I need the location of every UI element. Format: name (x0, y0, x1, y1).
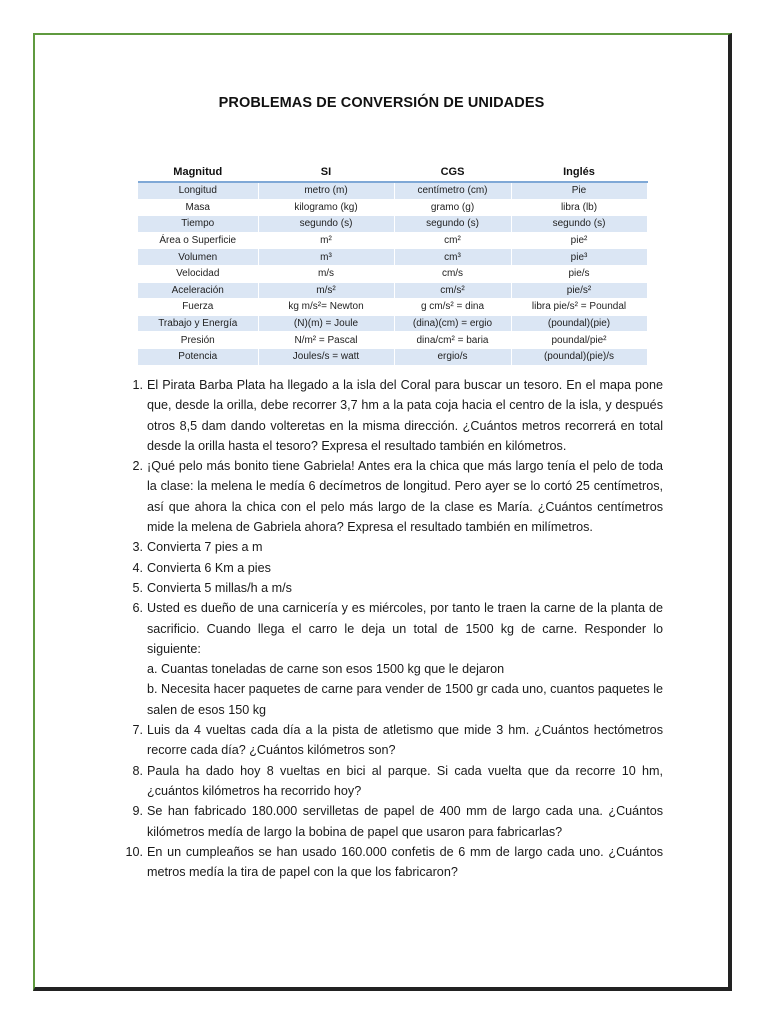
table-cell: m/s (258, 265, 394, 282)
problem-number: 2. (132, 459, 143, 474)
table-row (138, 182, 647, 199)
table-cell: Joules/s = watt (258, 348, 394, 365)
table-cell: (N)(m) = Joule (258, 315, 394, 332)
problem-number: 6. (132, 601, 143, 616)
header-cgs: CGS (394, 164, 511, 182)
table-cell: kg m/s²= Newton (258, 299, 394, 316)
table-cell: pie³ (511, 249, 647, 266)
table-row (138, 216, 647, 233)
problem-item (123, 720, 663, 761)
problem-item (123, 761, 663, 802)
table-cell: Aceleración (138, 282, 258, 299)
problem-number: 10. (125, 844, 143, 859)
table-cell: libra pie/s² = Poundal (511, 299, 647, 316)
table-cell: cm² (394, 232, 511, 249)
table-cell: Velocidad (138, 265, 258, 282)
header-si: SI (258, 164, 394, 182)
table-cell: Presión (138, 332, 258, 349)
problem-number: 4. (132, 560, 143, 575)
table-cell: Masa (138, 199, 258, 216)
table-row (138, 265, 647, 282)
table-cell: kilogramo (kg) (258, 199, 394, 216)
problem-text: Luis da 4 vueltas cada día a la pista de atletismo que mide 3 hm. ¿Cuántos hectómetros recorre cada día? ¿Cuántos kilómetros son? (147, 723, 663, 758)
table-cell: centímetro (cm) (394, 182, 511, 199)
problem-number: 8. (132, 763, 143, 778)
table-cell: g cm/s² = dina (394, 299, 511, 316)
problem-item (123, 842, 663, 883)
table-cell: Potencia (138, 348, 258, 365)
table-cell: Volumen (138, 249, 258, 266)
table-cell: cm³ (394, 249, 511, 266)
table-cell: (poundal)(pie) (511, 315, 647, 332)
table-cell: pie/s² (511, 282, 647, 299)
table-cell: libra (lb) (511, 199, 647, 216)
problem-item (123, 578, 663, 598)
table-cell: m/s² (258, 282, 394, 299)
problem-text: ¡Qué pelo más bonito tiene Gabriela! Antes era la chica que más largo tenía el pelo de toda la clase: la melena le medía 6 decímetros de longitud. Pero ayer se lo cortó 25 centímetros, así que ahora la chica con el pelo más largo de la clase es María. ¿Cuántos centímetros mide la melena de Gabriela ahora? Expresa el resultado también en milímetros. (147, 459, 663, 535)
problem-item (123, 801, 663, 842)
table-cell: pie² (511, 232, 647, 249)
table-row (138, 232, 647, 249)
problem-text: Paula ha dado hoy 8 vueltas en bici al parque. Si cada vuelta que da recorre 10 hm, ¿cuántos kilómetros ha recorrido hoy? (147, 763, 663, 798)
table-cell: dina/cm² = baria (394, 332, 511, 349)
table-cell: Tiempo (138, 216, 258, 233)
problem-text: En un cumpleaños se han usado 160.000 confetis de 6 mm de largo cada uno. ¿Cuántos metros medía la tira de papel con la que los fabricaron? (147, 844, 663, 880)
table-cell: Trabajo y Energía (138, 315, 258, 332)
problem-text: Convierta 5 millas/h a m/s (147, 580, 292, 595)
table-cell: cm/s (394, 265, 511, 282)
problem-text: Se han fabricado 180.000 servilletas de papel de 400 mm de largo cada una. ¿Cuántos kilómetros medía de largo la bobina de papel que usaron para fabricarlas? (147, 804, 663, 839)
table-cell: segundo (s) (511, 216, 647, 233)
table-cell: ergio/s (394, 348, 511, 365)
table-cell: m² (258, 232, 394, 249)
table-cell: Área o Superficie (138, 232, 258, 249)
table-row (138, 249, 647, 266)
document-page (33, 33, 732, 991)
problem-number: 7. (132, 723, 143, 738)
table-cell: poundal/pie² (511, 332, 647, 349)
problem-text: El Pirata Barba Plata ha llegado a la isla del Coral para buscar un tesoro. En el mapa pone que, desde la orilla, debe recorrer 3,7 hm a la pata coja hacia el centro de la isla, y después otros 8,5 dam dando volteretas en la misma dirección. ¿Cuántos metros recorrerá en total desde la orilla hasta el tesoro? Expresa el resultado también en kilómetros. (147, 378, 663, 453)
table-row (138, 299, 647, 316)
table-cell: segundo (s) (258, 216, 394, 233)
table-cell: pie/s (511, 265, 647, 282)
table-row (138, 199, 647, 216)
table-cell: segundo (s) (394, 216, 511, 233)
table-row (138, 348, 647, 365)
problem-list (123, 375, 663, 882)
problem-item (123, 558, 663, 578)
table-cell: Pie (511, 182, 647, 199)
table-cell: N/m² = Pascal (258, 332, 394, 349)
table-row (138, 315, 647, 332)
table-cell: gramo (g) (394, 199, 511, 216)
table-cell: Longitud (138, 182, 258, 199)
table-cell: m³ (258, 249, 394, 266)
table-cell: (dina)(cm) = ergio (394, 315, 511, 332)
problem-number: 1. (132, 378, 143, 392)
table-cell: Fuerza (138, 299, 258, 316)
problem-item (123, 537, 663, 557)
table-row (138, 332, 647, 349)
problem-subitem-b: b. Necesita hacer paquetes de carne para vender de 1500 gr cada uno, cuantos paquetes le salen de esos 150 kg (147, 682, 663, 717)
problem-text: Convierta 7 pies a m (147, 540, 263, 555)
problem-number: 3. (132, 540, 143, 555)
table-cell: cm/s² (394, 282, 511, 299)
header-ingles: Inglés (511, 164, 647, 182)
problem-item (123, 456, 663, 537)
problem-number: 5. (132, 580, 143, 595)
units-table (138, 164, 648, 366)
header-magnitud: Magnitud (138, 164, 258, 182)
problem-text: Convierta 6 Km a pies (147, 560, 271, 575)
problem-item (123, 375, 663, 456)
problem-number: 9. (132, 804, 143, 819)
table-cell: (poundal)(pie)/s (511, 348, 647, 365)
units-table-header (138, 164, 647, 182)
problem-item (123, 598, 663, 720)
document-title: PROBLEMAS DE CONVERSIÓN DE UNIDADES (218, 95, 545, 111)
table-cell: metro (m) (258, 182, 394, 199)
problem-text: Usted es dueño de una carnicería y es miércoles, por tanto le traen la carne de la planta de sacrificio. Cuando llega el carro le deja un total de 1500 kg de carne. Responder lo siguiente: (147, 601, 663, 656)
problem-subitem-a: a. Cuantas toneladas de carne son esos 1500 kg que le dejaron (147, 662, 505, 677)
table-row (138, 282, 647, 299)
